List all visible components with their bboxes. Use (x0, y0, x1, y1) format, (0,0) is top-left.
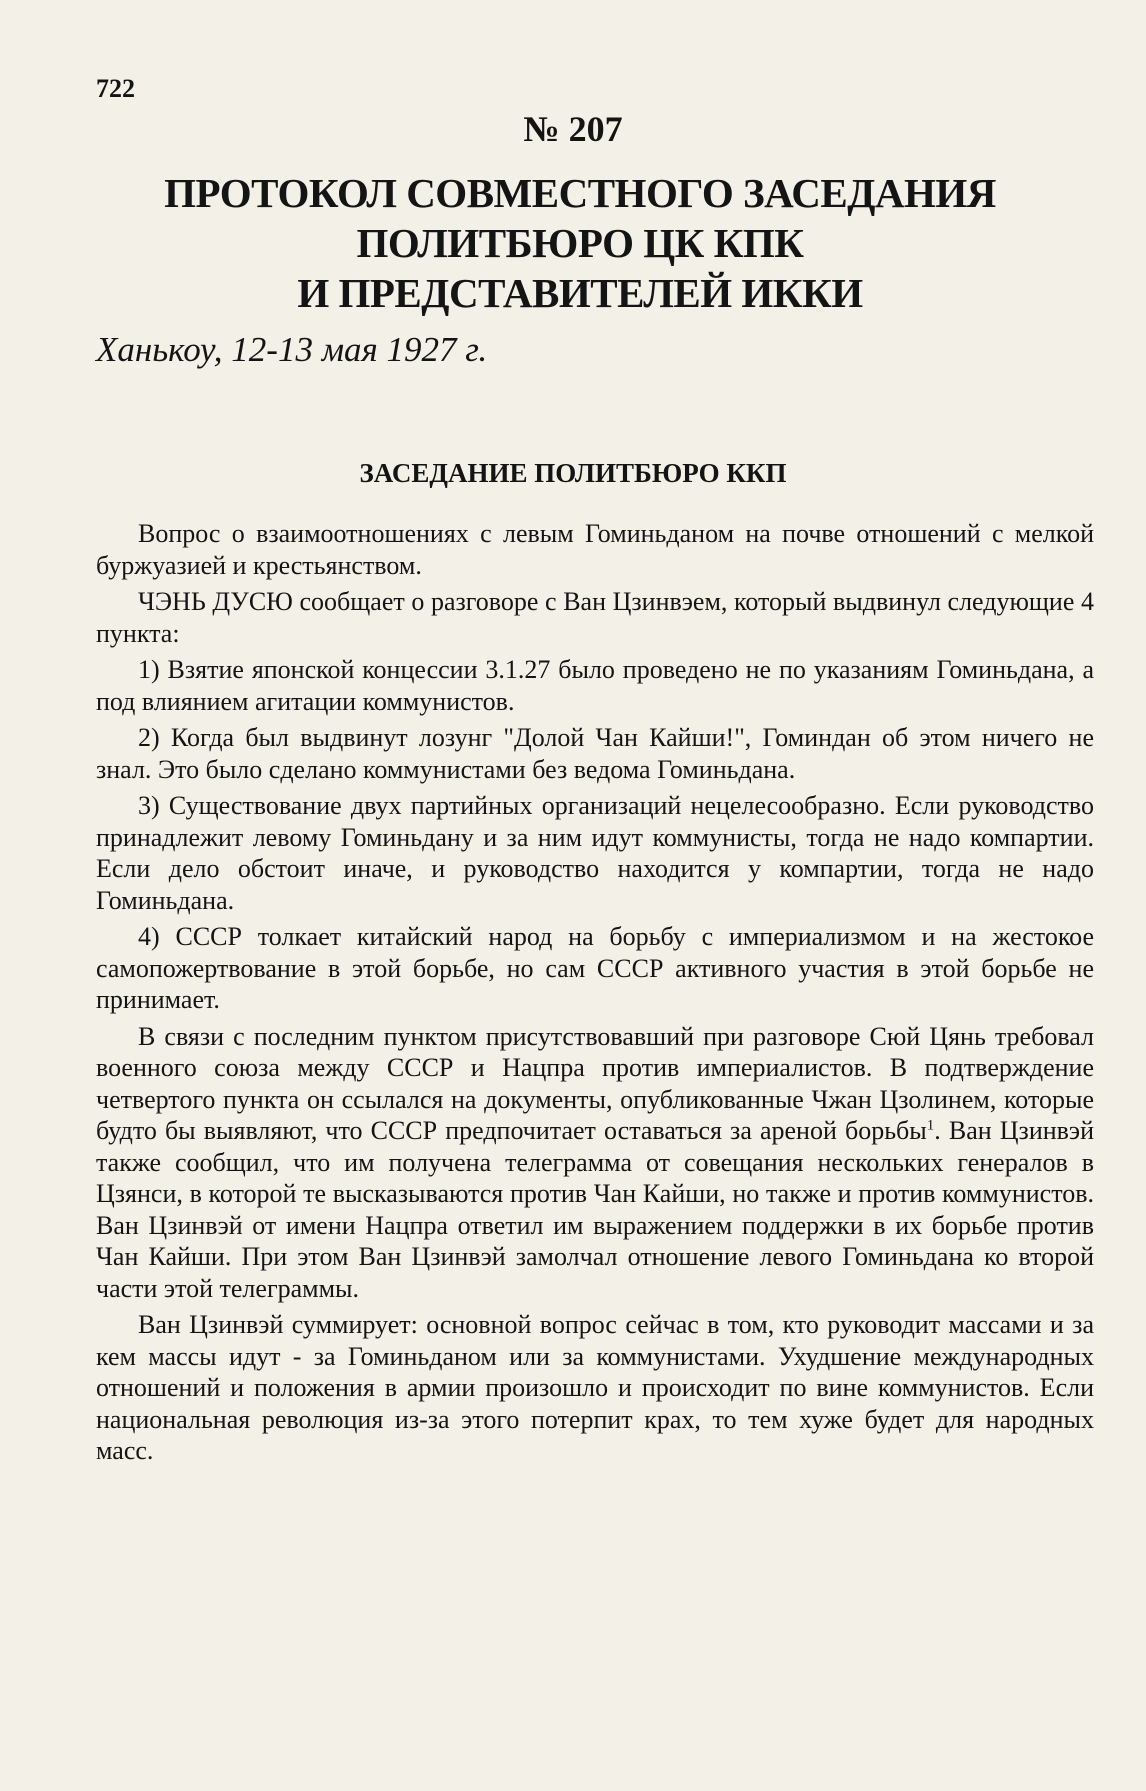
page-number: 722 (96, 74, 135, 103)
paragraph: 4) СССР толкает китайский народ на борьбу с империализмом и на жестокое самопожертвование в этой борьбе, но сам СССР активного участия в этой борьбе не принимает. (96, 922, 1094, 1014)
title-line: ПРОТОКОЛ СОВМЕСТНОГО ЗАСЕДАНИЯ (164, 170, 996, 216)
place-and-date: Ханькоу, 12-13 мая 1927 г. (96, 330, 488, 369)
paragraph: 1) Взятие японской концессии 3.1.27 было проведено не по указаниям Гоминьдана, а под влиянием агитации коммунистов. (96, 655, 1094, 716)
paragraph: Вопрос о взаимоотношениях с левым Гоминьданом на почве отношений с мелкой буржуазией и крестьянством. (96, 519, 1094, 580)
section-heading: ЗАСЕДАНИЕ ПОЛИТБЮРО ККП (359, 458, 787, 488)
document-title (120, 168, 1040, 318)
body-text (96, 518, 1094, 1472)
paragraph-text: . Ван Цзинвэй также сообщил, что им получена телеграмма от совещания нескольких генералов в Цзянси, в которой те высказываются против Чан Кайши, но также и против коммунистов. Ван Цзинвэй от имени Нацпра ответил им выражением поддержки в их борьбе против Чан Кайши. При этом Ван Цзинвэй замолчал отношение левого Гоминьдана ко второй части этой телеграммы. (96, 1116, 1094, 1303)
paragraph: 2) Когда был выдвинут лозунг "Долой Чан Кайши!", Гоминдан об этом ничего не знал. Это было сделано коммунистами без ведома Гоминьдана. (96, 723, 1094, 784)
paragraph: ЧЭНЬ ДУСЮ сообщает о разговоре с Ван Цзинвэем, который выдвинул следующие 4 пункта: (96, 587, 1094, 648)
paragraph (96, 1021, 1094, 1305)
document-number: № 207 (523, 109, 623, 149)
paragraph: Ван Цзинвэй суммирует: основной вопрос сейчас в том, кто руководит массами и за кем массы идут - за Гоминьданом или за коммунистами. Ухудшение международных отношений и положения в армии произошло и происходит по вине коммунистов. Если национальная революция из-за этого потерпит крах, то тем хуже будет для народных масс. (96, 1310, 1094, 1465)
paragraph-text: В связи с последним пунктом присутствовавший при разговоре Сюй Цянь требовал военного союза между СССР и Нацпра против империалистов. В подтверждение четвертого пункта он ссылался на документы, опубликованные Чжан Цзолинем, которые будто бы выявляют, что СССР предпочитает оставаться за ареной борьбы (96, 1021, 1094, 1145)
paragraph: 3) Существование двух партийных организаций нецелесообразно. Если руководство принадлежит левому Гоминьдану и за ним идут коммунисты, тогда не надо компартии. Если дело обстоит иначе, и руководство находится у компартии, тогда не надо Гоминьдана. (96, 791, 1094, 915)
title-line: И ПРЕДСТАВИТЕЛЕЙ ИККИ (297, 270, 863, 316)
title-line: ПОЛИТБЮРО ЦК КПК (356, 220, 804, 266)
footnote-mark: 1 (926, 1117, 935, 1134)
